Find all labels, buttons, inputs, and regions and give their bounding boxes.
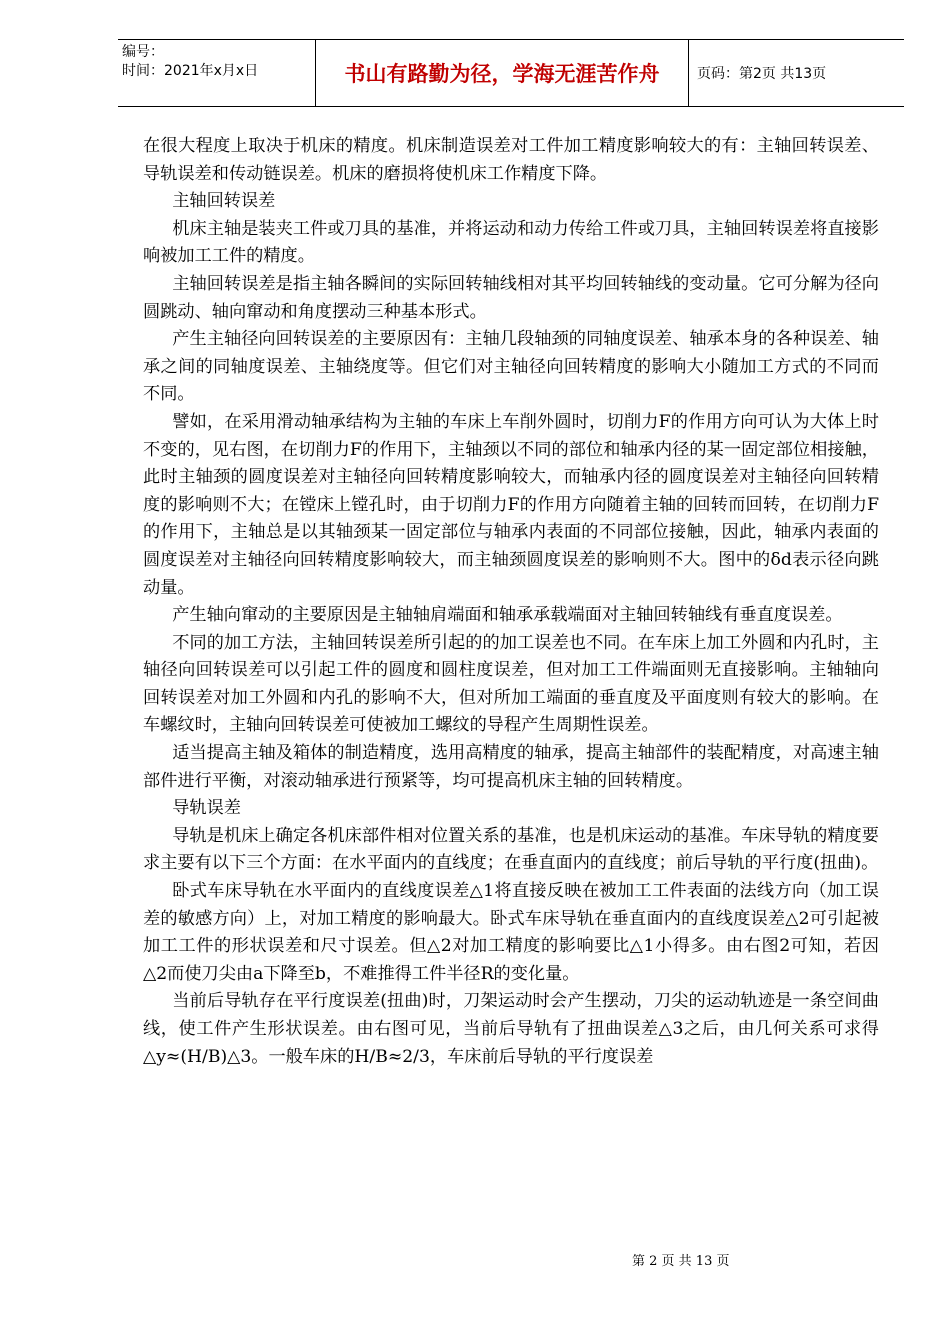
paragraph: 机床主轴是装夹工件或刀具的基准，并将运动和动力传给工件或刀具，主轴回转误差将直接影响被加工工件的精度。 (143, 218, 879, 267)
paragraph: 产生主轴径向回转误差的主要原因有：主轴几段轴颈的同轴度误差、轴承本身的各种误差、轴承之间的同轴度误差、主轴绕度等。但它们对主轴径向回转精度的影响大小随加工方式的不同而不同。 (143, 329, 879, 405)
paragraph: 适当提高主轴及箱体的制造精度，选用高精度的轴承，提高主轴部件的装配精度，对高速主轴部件进行平衡，对滚动轴承进行预紧等，均可提高机床主轴的回转精度。 (143, 743, 879, 791)
paragraph: 导轨是机床上确定各机床部件相对位置关系的基准，也是机床运动的基准。车床导轨的精度要求主要有以下三个方面：在水平面内的直线度；在垂直面内的直线度；前后导轨的平行度(扭曲)。 (143, 825, 879, 874)
paragraph: 譬如，在采用滑动轴承结构为主轴的车床上车削外圆时，切削力F的作用方向可认为大体上时不变的，见右图，在切削力F的作用下，主轴颈以不同的部位和轴承内径的某一固定部位相接触，此时主轴颈的圆度误差对主轴径向回转精度影响较大，而轴承内径的圆度误差对主轴径向回转精度的影响则不大；在镗床上镗孔时，由于切削力F的作用方向随着主轴的回转而回转，在切削力F的作用下，主轴总是以其轴颈某一固定部位与轴承内表面的不同部位接触，因此，轴承内表面的圆度误差对主轴径向回转精度影响较大，而主轴颈圆度误差的影响则不大。图中的δd表示径向跳动量。 (143, 411, 879, 598)
section-heading: 导轨误差 (172, 798, 241, 819)
paragraph: 卧式车床导轨在水平面内的直线度误差△1将直接反映在被加工工件表面的法线方向（加工误差的敏感方向）上，对加工精度的影响最大。卧式车床导轨在垂直面内的直线度误差△2可引起被加工工件的形状误差和尺寸误差。但△2对加工精度的影响要比△1小得多。由右图2可知，若因△2而使刀尖由a下降至b，不难推得工件半径R的变化量。 (143, 881, 879, 984)
header-time: 时间：2021年x月x日 (122, 63, 259, 79)
document-body (143, 133, 879, 1071)
header-meta (118, 40, 315, 106)
header-page-number: 页码：第2页 共13页 (697, 66, 827, 82)
paragraph: 产生轴向窜动的主要原因是主轴轴肩端面和轴承承载端面对主轴回转轴线有垂直度误差。 (172, 605, 843, 626)
paragraph: 主轴回转误差是指主轴各瞬间的实际回转轴线相对其平均回转轴线的变动量。它可分解为径向圆跳动、轴向窜动和角度摆动三种基本形式。 (143, 273, 879, 322)
paragraph: 在很大程度上取决于机床的精度。机床制造误差对工件加工精度影响较大的有：主轴回转误差、导轨误差和传动链误差。机床的磨损将使机床工作精度下降。 (143, 136, 879, 184)
header-number: 编号： (122, 44, 164, 60)
section-heading: 主轴回转误差 (172, 191, 276, 212)
header-motto: 书山有路勤为径，学海无涯苦作舟 (315, 40, 689, 106)
page-footer: 第 2 页 共 13 页 (632, 1254, 730, 1269)
paragraph: 当前后导轨存在平行度误差(扭曲)时，刀架运动时会产生摆动，刀尖的运动轨迹是一条空间曲线，使工件产生形状误差。由右图可见，当前后导轨有了扭曲误差△3之后，由几何关系可求得△y≈(H/B)△3。一般车床的H/B≈2/3，车床前后导轨的平行度误差 (143, 991, 879, 1067)
page-header (118, 39, 904, 107)
paragraph: 不同的加工方法，主轴回转误差所引起的的加工误差也不同。在车床上加工外圆和内孔时，主轴径向回转误差可以引起工件的圆度和圆柱度误差，但对加工工件端面则无直接影响。主轴轴向回转误差对加工外圆和内孔的影响不大，但对所加工端面的垂直度及平面度则有较大的影响。在车螺纹时，主轴向回转误差可使被加工螺纹的导程产生周期性误差。 (143, 632, 879, 736)
